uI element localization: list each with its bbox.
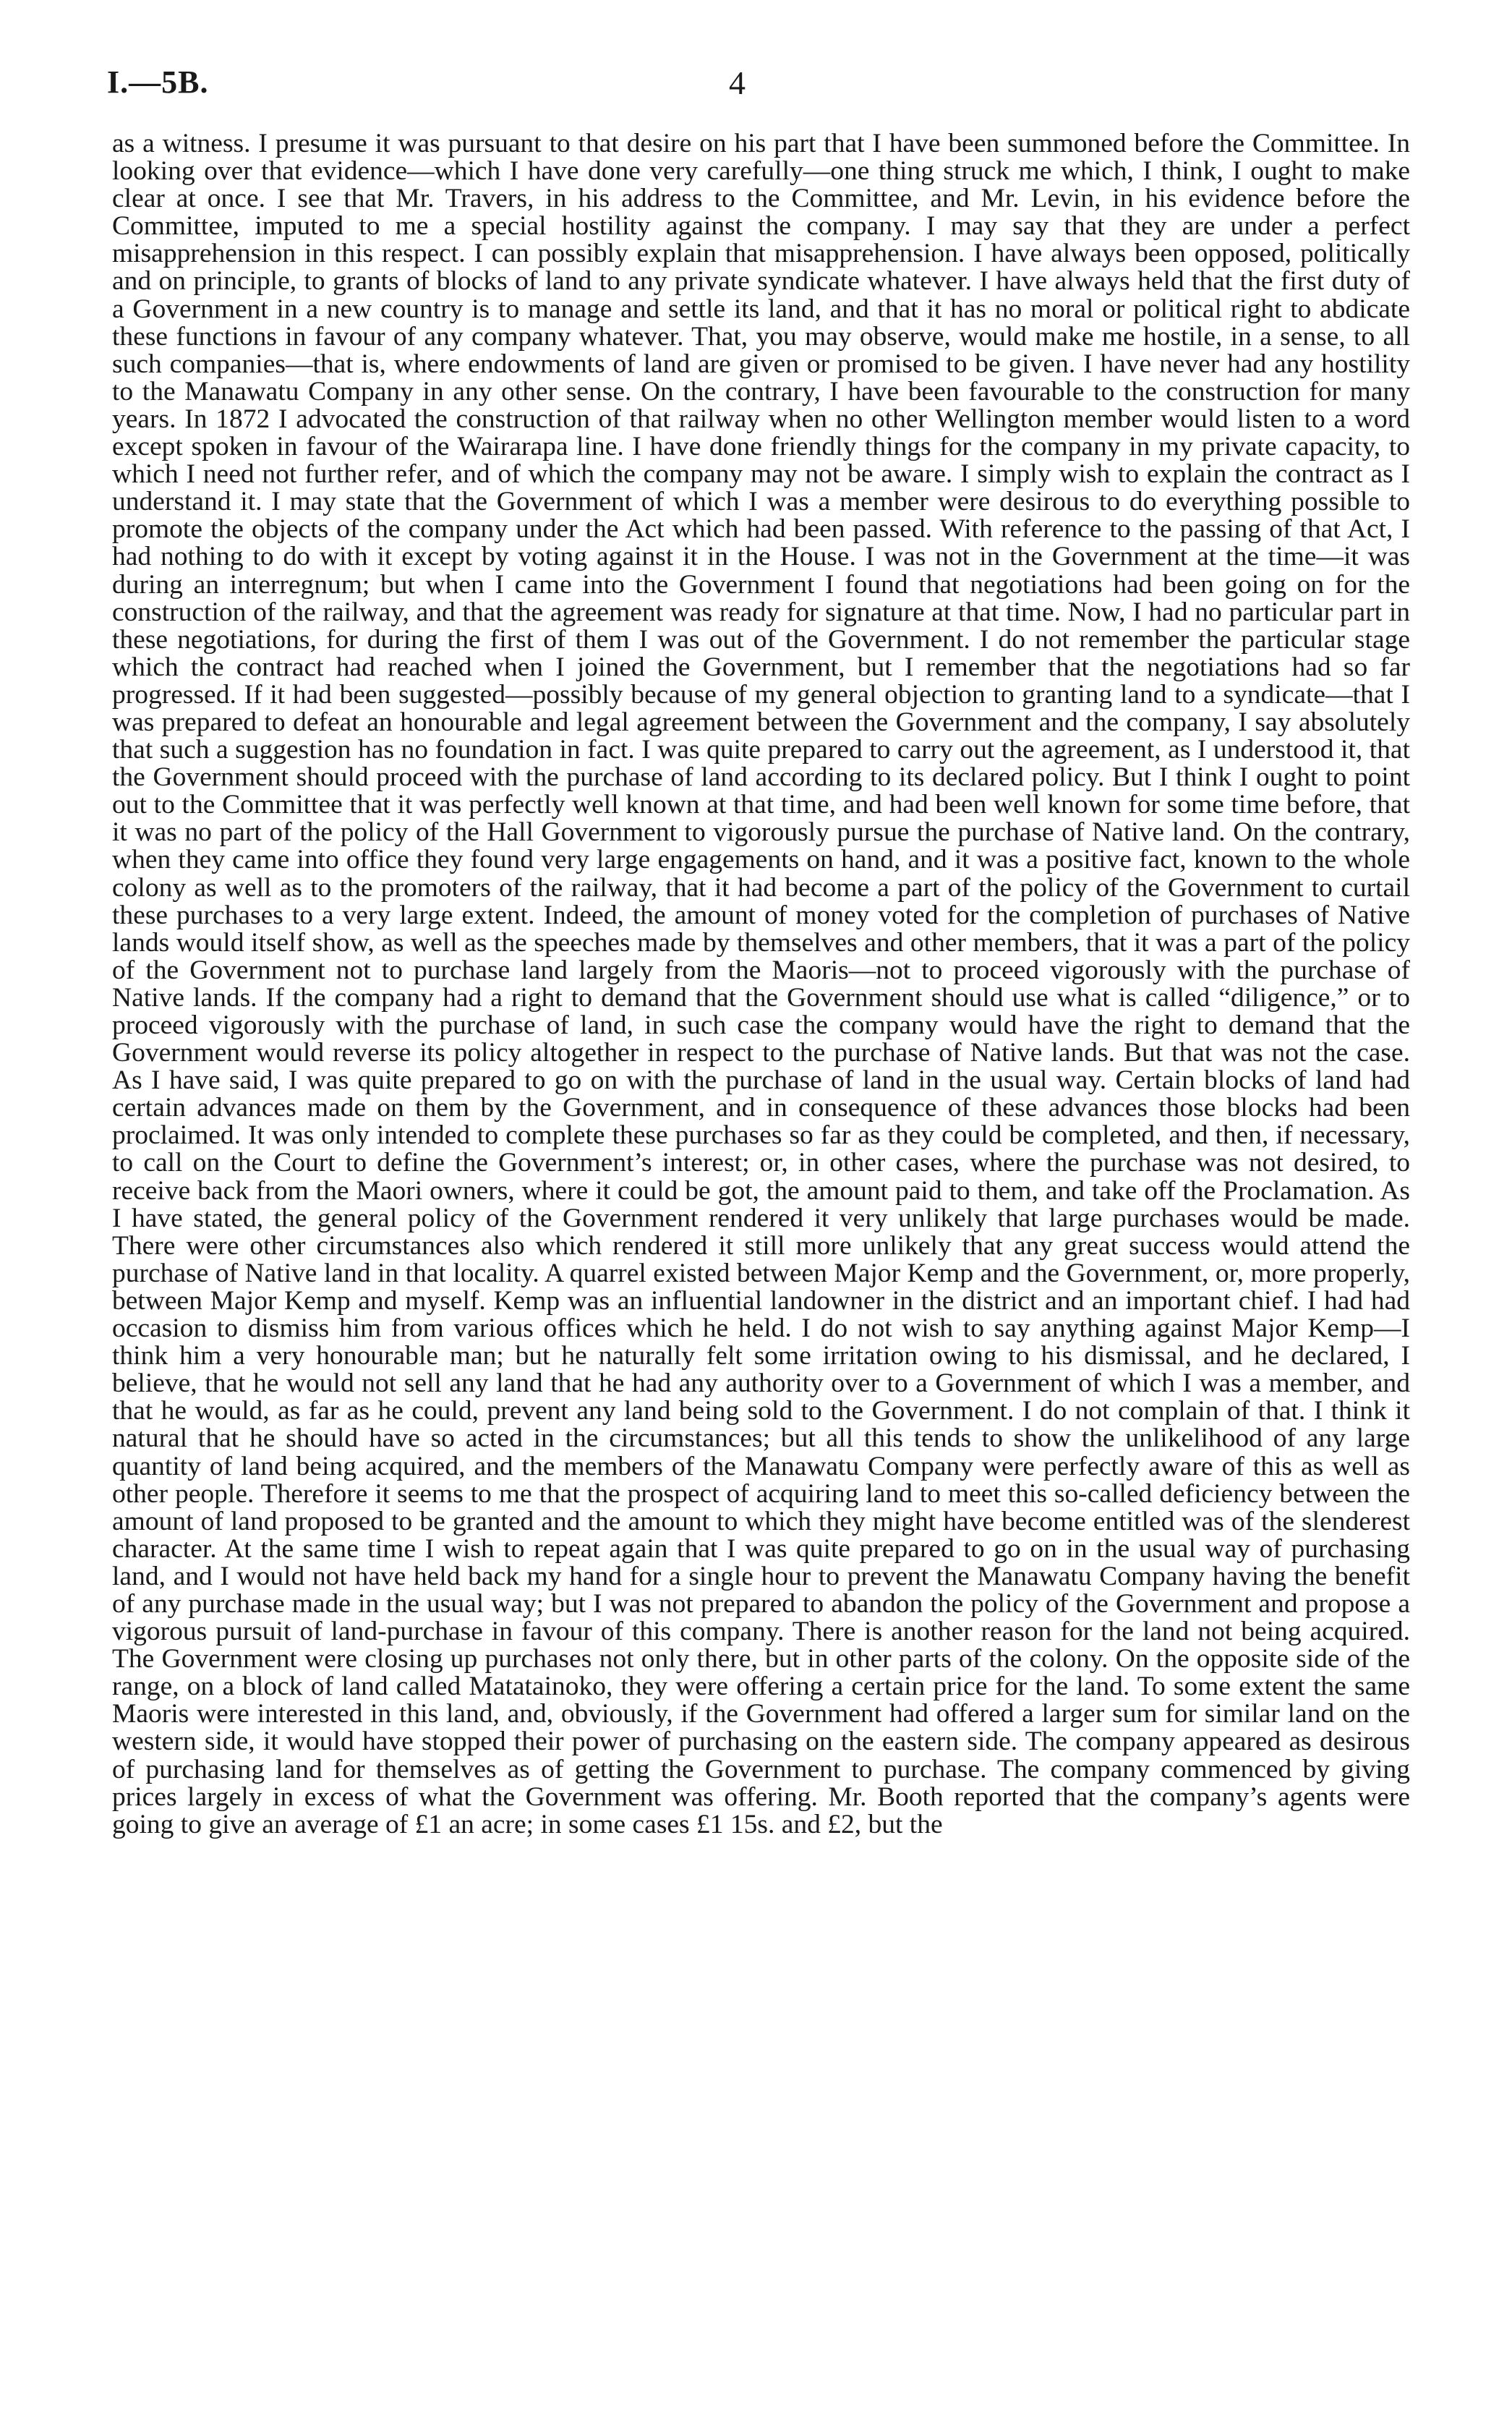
document-reference: I.—5B.	[107, 64, 209, 100]
page-header	[107, 64, 1409, 114]
body-paragraph: as a witness. I presume it was pursuant to that desire on his part that I have been summoned before the Committee. In looking over that evidence—which I have done very carefully—one thing struck me which, I think, I ought to make clear at once. I see that Mr. Travers, in his address to the Committee, and Mr. Levin, in his evidence before the Committee, imputed to me a special hostility against the company. I may say that they are under a perfect misapprehension in this respect. I can possibly explain that misapprehension. I have always been opposed, politically and on principle, to grants of blocks of land to any private syndicate whatever. I have always held that the first duty of a Government in a new country is to manage and settle its land, and that it has no moral or political right to abdicate these functions in favour of any company whatever. That, you may observe, would make me hostile, in a sense, to all such companies—that is, where endowments of land are given or promised to be given. I have never had any hostility to the Manawatu Company in any other sense. On the contrary, I have been favourable to the construction for many years. In 1872 I advocated the construction of that railway when no other Wellington member would listen to a word except spoken in favour of the Wairarapa line. I have done friendly things for the company in my private capacity, to which I need not further refer, and of which the company may not be aware. I simply wish to explain the contract as I understand it. I may state that the Government of which I was a member were desirous to do everything possible to promote the objects of the company under the Act which had been passed. With reference to the passing of that Act, I had nothing to do with it except by voting against it in the House. I was not in the Government at the time—it was during an interregnum; but when I came into the Government I found that negotiations had been going on for the construction of the railway, and that the agreement was ready for signature at that time. Now, I had no particular part in these negotiations, for during the first of them I was out of the Government. I do not remember the particular stage which the contract had reached when I joined the Government, but I remember that the negotiations had so far progressed. If it had been suggested—possibly because of my general objection to granting land to a syndicate—that I was prepared to defeat an honourable and legal agreement between the Government and the company, I say absolutely that such a suggestion has no foundation in fact. I was quite prepared to carry out the agreement, as I understood it, that the Government should proceed with the purchase of land according to its declared policy. But I think I ought to point out to the Committee that it was perfectly well known at that time, and had been well known for some time before, that it was no part of the policy of the Hall Government to vigorously pursue the purchase of Native land. On the contrary, when they came into office they found very large engagements on hand, and it was a positive fact, known to the whole colony as well as to the promoters of the railway, that it had become a part of the policy of the Government to curtail these purchases to a very large extent. Indeed, the amount of money voted for the completion of purchases of Native lands would itself show, as well as the speeches made by themselves and other members, that it was a part of the policy of the Government not to purchase land largely from the Maoris—not to proceed vigorously with the purchase of Native lands. If the company had a right to demand that the Government should use what is called “diligence,” or to proceed vigorously with the purchase of land, in such case the company would have the right to demand that the Government would reverse its policy altogether in respect to the purchase of Native lands. But that was not the case. As I have said, I was quite prepared to go on with the purchase of land in the usual way. Certain blocks of land had certain advances made on them by the Government, and in consequence of these advances those blocks had been proclaimed. It was only intended to complete these purchases so far as they could be completed, and then, if necessary, to call on the Court to define the Government’s interest; or, in other cases, where the purchase was not desired, to receive back from the Maori owners, where it could be got, the amount paid to them, and take off the Proclamation. As I have stated, the general policy of the Government rendered it very unlikely that large purchases would be made. There were other circumstances also which rendered it still more unlikely that any great success would attend the purchase of Native land in that locality. A quarrel existed between Major Kemp and the Government, or, more properly, between Major Kemp and myself. Kemp was an influential landowner in the district and an important chief. I had had occasion to dismiss him from various offices which he held. I do not wish to say anything against Major Kemp—I think him a very honourable man; but he naturally felt some irritation owing to his dismissal, and he declared, I believe, that he would not sell any land that he had any authority over to a Government of which I was a member, and that he would, as far as he could, prevent any land being sold to the Government. I do not complain of that. I think it natural that he should have so acted in the circumstances; but all this tends to show the unlikelihood of any large quantity of land being acquired, and the members of the Manawatu Company were perfectly aware of this as well as other people. Therefore it seems to me that the prospect of acquiring land to meet this so-called deficiency between the amount of land proposed to be granted and the amount to which they might have become entitled was of the slenderest character. At the same time I wish to repeat again that I was quite prepared to go on in the usual way of purchasing land, and I would not have held back my hand for a single hour to prevent the Manawatu Company having the benefit of any purchase made in the usual way; but I was not prepared to abandon the policy of the Government and propose a vigorous pursuit of land-purchase in favour of this company. There is another reason for the land not being acquired. The Government were closing up purchases not only there, but in other parts of the colony. On the opposite side of the range, on a block of land called Matatainoko, they were offering a certain price for the land. To some extent the same Maoris were interested in this land, and, obviously, if the Government had offered a larger sum for similar land on the western side, it would have stopped their power of purchasing on the eastern side. The company appeared as desirous of purchasing land for themselves as of getting the Government to purchase. The company commenced by giving prices largely in excess of what the Government was offering. Mr. Booth reported that the company’s agents were going to give an average of £1 an acre; in some cases £1 15s. and £2, but the	[112, 129, 1410, 1839]
page-number: 4	[729, 64, 746, 101]
